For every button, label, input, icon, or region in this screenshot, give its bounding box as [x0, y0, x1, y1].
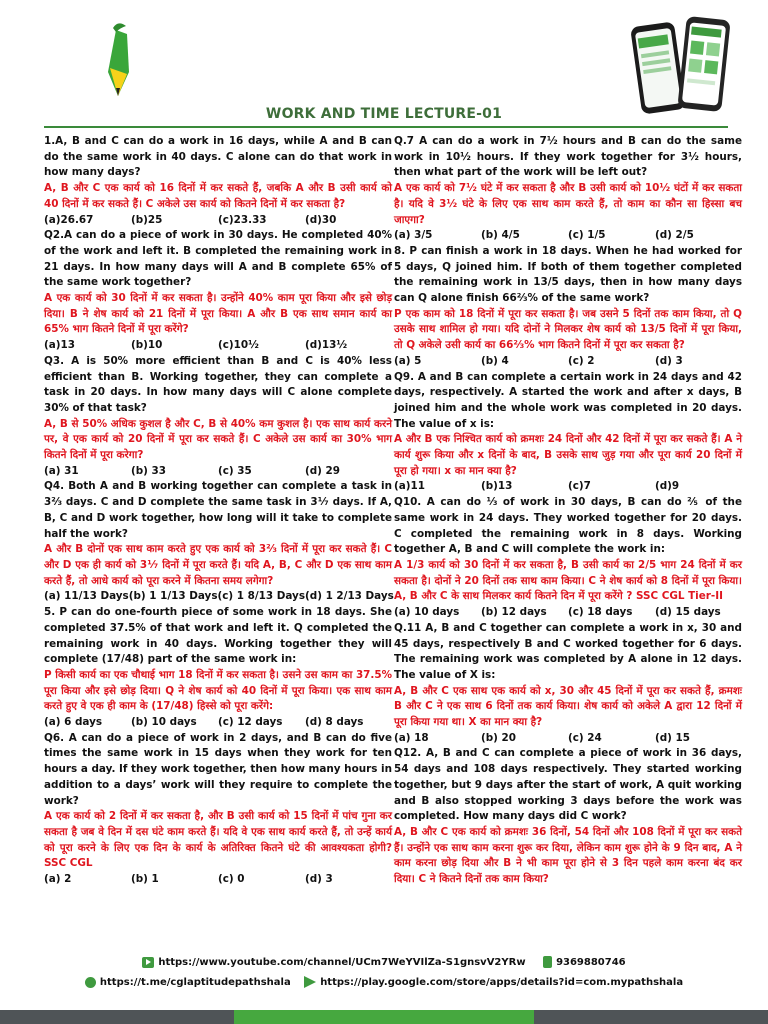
q3-english: Q3. A is 50% more efficient than B and C is 40% less efficient than B. Working together, they can complete a task in 20 days. In how many days will C alone complete 30% of that task?: [44, 354, 392, 414]
youtube-icon: [142, 957, 154, 968]
q3-hindi: A, B से 50% अधिक कुशल है और C, B से 40% कम कुशल है। एक साथ कार्य करने पर, वे एक कार्य को 20 दिनों में पूरा कर सकते हैं। C अकेले उस कार्य का 30% भाग कितने दिनों में पूरा करेगा?: [44, 417, 392, 462]
option: (d)9: [655, 480, 680, 493]
q6-options: [44, 872, 392, 888]
footer-row-1: [0, 956, 768, 968]
option: (b) 33: [131, 464, 167, 477]
option: (c) 24: [568, 731, 602, 744]
q1-options: [44, 213, 392, 229]
title-divider: [44, 126, 728, 128]
q12-hindi: A, B और C एक कार्य को क्रमशः 36 दिनों, 54 दिनों और 108 दिनों में पूरा कर सकते हैं। उन्होंने एक साथ काम करना शुरू कर दिया, लेकिन काम शुरू होने के 9 दिन बाद, A ने काम करना छोड़ दिया और B ने भी काम पूरा होने से 3 दिन पहले काम करना बंद कर दिया। C ने कितने दिनों तक काम किया?: [394, 825, 742, 886]
q9-english: Q9. A and B can complete a certain work in 24 days and 42 days, respectively. A started the work and after x days, B joined him and the whole work was completed in 20 days. The value of x is:: [394, 370, 742, 430]
option: (b) 1: [131, 873, 159, 886]
option: (a) 6 days: [44, 716, 103, 729]
option: (b) 10 days: [131, 716, 197, 729]
option: (d) 15 days: [655, 606, 721, 619]
option: (c)10½: [218, 339, 259, 352]
option: (c) 18 days: [568, 606, 633, 619]
option: (c) 0: [218, 873, 245, 886]
option: (d) 8 days: [305, 716, 364, 729]
option: (b) 4/5: [481, 229, 520, 242]
telegram-icon: [85, 977, 96, 988]
q7-options: [394, 228, 742, 244]
q11-hindi: A, B और C एक साथ एक कार्य को x, 30 और 45 दिनों में पूरा कर सकते हैं, क्रमशः B और C ने एक साथ 6 दिनों तक कार्य किया। शेष कार्य को अकेले A द्वारा 12 दिनों में पूरा किया गया था। X का मान क्या है?: [394, 684, 742, 729]
option: (a)13: [44, 339, 75, 352]
option: (a)11: [394, 480, 425, 493]
option: (a) 18: [394, 731, 429, 744]
phone-number: 9369880746: [556, 957, 626, 968]
q5-english: 5. P can do one-fourth piece of some work in 18 days. She completed 37.5% of that work and left it. Q completed the remaining work in 40 days. Working together they will complete (17/48) part of the same work in:: [44, 606, 392, 666]
q1-hindi: A, B और C एक कार्य को 16 दिनों में कर सकते हैं, जबकि A और B उसी कार्य को 40 दिनों में कर सकते हैं। C अकेले उस कार्य को कितने दिनों में कर सकता है?: [44, 182, 392, 210]
option: (d) 3: [655, 354, 683, 367]
q10-english: Q10. A can do ⅓ of work in 30 days, B can do ⅖ of the same work in 24 days. They worked together for 20 days. C completed the remaining work in 8 days. Working together A, B and C will complete the work in:: [394, 496, 742, 556]
q11-options: [394, 731, 742, 747]
q9-hindi: A और B एक निश्चित कार्य को क्रमशः 24 दिनों और 42 दिनों में पूरा कर सकते हैं। A ने कार्य शुरू किया और x दिनों के बाद, B उसके साथ जुड़ गया और पूरा कार्य 20 दिनों में पूरा हो गया। x का मान क्या है?: [394, 433, 742, 477]
option: (b)10: [131, 339, 163, 352]
option: (c)23.33: [218, 213, 267, 226]
option: (c) 35: [218, 464, 252, 477]
option: (a) 3/5: [394, 229, 433, 242]
option: (a) 31: [44, 464, 79, 477]
q4-english: Q4. Both A and B working together can complete a task in 3⅔ days. C and D complete the same task in 3⅐ days. If A, B, C and D work together, how long will it take to complete half the work?: [44, 480, 392, 540]
option: (c) 2: [568, 354, 595, 367]
option: (d)13½: [305, 339, 348, 352]
play-store-link[interactable]: https://play.google.com/store/apps/details?id=com.mypathshala: [320, 977, 684, 988]
option: (a) 5: [394, 354, 422, 367]
q3-options: [44, 464, 392, 480]
footer-bar-accent: [234, 1010, 534, 1024]
option: (d)30: [305, 213, 337, 226]
phone-icon: [543, 956, 552, 968]
q9-options: [394, 479, 742, 495]
q2-english: Q2.A can do a piece of work in 30 days. He completed 40% of the work and left it. B completed the remaining work in 21 days. In how many days will A and B complete 65% of the same work together?: [44, 229, 392, 289]
left-column: [44, 134, 392, 888]
page-title: WORK AND TIME LECTURE-01: [265, 106, 503, 122]
q10-hindi: A 1/3 कार्य को 30 दिनों में कर सकता है, B उसी कार्य का 2/5 भाग 24 दिनों में कर सकता है। दोनों ने 20 दिनों तक साथ काम किया। C ने शेष कार्य को 8 दिनों में पूरा किया। A, B और C के साथ मिलकर कार्य कितने दिन में पूरा करेंगे ? SSC CGL Tier-II: [394, 558, 742, 603]
option: (c) 1/5: [568, 229, 606, 242]
q7-english: Q.7 A can do a work in 7½ hours and B can do the same work in 10½ hours. If they work together for 3½ hours, then what part of the work will be left out?: [394, 135, 742, 179]
option: (d) 29: [305, 464, 341, 477]
option: (a)26.67: [44, 213, 94, 226]
option: (a) 10 days: [394, 606, 460, 619]
q2-options: [44, 338, 392, 354]
option: (c) 12 days: [218, 716, 283, 729]
q5-hindi: P किसी कार्य का एक चौथाई भाग 18 दिनों में कर सकता है। उसने उस काम का 37.5% पूरा किया और इसे छोड़ दिया। Q ने शेष कार्य को 40 दिनों में पूरा किया। एक साथ काम करते हुए वे एक ही काम के (17/48) हिस्से को पूरा करेंगे:: [44, 668, 392, 713]
q7-hindi: A एक कार्य को 7½ घंटे में कर सकता है और B उसी कार्य को 10½ घंटों में कर सकता है। यदि वे 3½ घंटे के लिए एक साथ काम करते हैं, तो काम का कौन सा हिस्सा बच जाएगा?: [394, 182, 742, 226]
q5-options: [44, 715, 392, 731]
right-column: [394, 134, 742, 888]
q4-hindi: A और B दोनों एक साथ काम करते हुए एक कार्य को 3⅔ दिनों में पूरा कर सकते हैं। C और D एक ही कार्य को 3⅐ दिनों में पूरा करते हैं। यदि A, B, C और D एक साथ काम करते हैं, तो आधे कार्य को पूरा करने में कितना समय लगेगा?: [44, 543, 392, 587]
play-store-icon: [304, 976, 316, 988]
option: (b) 1 1/13 Days: [128, 590, 218, 603]
footer-row-2: [0, 976, 768, 988]
option: (a) 2: [44, 873, 72, 886]
q10-options: [394, 605, 742, 621]
option: (d) 15: [655, 731, 691, 744]
option: (d) 2/5: [655, 229, 694, 242]
option: (d) 3: [305, 873, 333, 886]
option: (b) 20: [481, 731, 517, 744]
option: (b)13: [481, 480, 513, 493]
option: (b)25: [131, 213, 163, 226]
pathshala-logo: [96, 22, 136, 104]
q6-english: Q6. A can do a piece of work in 2 days, and B can do five times the same work in 15 days when they work for ten hours a day. If they work together, then how many hours in addition to a days’ work will they require to complete the work?: [44, 731, 392, 807]
q2-hindi: A एक कार्य को 30 दिनों में कर सकता है। उन्होंने 40% काम पूरा किया और इसे छोड़ दिया। B ने शेष कार्य को 21 दिनों में पूरा किया। A और B एक साथ समान कार्य का 65% भाग कितने दिनों में पूरा करेंगे?: [44, 292, 392, 336]
q8-hindi: P एक काम को 18 दिनों में पूरा कर सकता है। जब उसने 5 दिनों तक काम किया, तो Q उसके साथ शामिल हो गया। यदि दोनों ने मिलकर शेष कार्य को 13/5 दिनों में पूरा किया, तो Q अकेले उसी कार्य का 66⅔% भाग कितने दिनों में पूरा कर सकता है?: [394, 307, 742, 352]
option: (b) 4: [481, 354, 509, 367]
option: (c)7: [568, 480, 591, 493]
q8-options: [394, 354, 742, 370]
option: (d) 1 2/13 Days: [305, 590, 394, 603]
option: (b) 12 days: [481, 606, 547, 619]
q6-hindi: A एक कार्य को 2 दिनों में कर सकता है, और B उसी कार्य को 15 दिनों में पांच गुना कर सकता है जब वे दिन में दस घंटे काम करते हैं। यदि वे एक साथ कार्य करते हैं, तो उन्हें कार्य को पूरा करने के लिए एक दिन के कार्य के अतिरिक्त कितने घंटे की आवश्यकता होगी? SSC CGL: [44, 810, 392, 870]
telegram-link[interactable]: https://t.me/cglaptitudepathshala: [99, 977, 291, 988]
youtube-link[interactable]: https://www.youtube.com/channel/UCm7WeYVIlZa-S1gnsvV2YRw: [158, 957, 526, 968]
q4-options: [44, 589, 392, 605]
option: (c) 1 8/13 Days: [217, 590, 306, 603]
q8-english: 8. P can finish a work in 18 days. When he had worked for 5 days, Q joined him. If both of them together completed the remaining work in 13/5 days, then in how many days can Q alone finish 66⅔% of the same work?: [394, 244, 742, 305]
q12-english: Q12. A, B and C can complete a piece of work in 36 days, 54 days and 108 days respectively. They started working together, but 9 days after the start of work, A quit working and B also stopped working 3 days before the work was completed. How many days did C work?: [394, 747, 742, 823]
q1-english: 1.A, B and C can do a work in 16 days, while A and B can do the same work in 40 days. C alone can do that work in how many days?: [44, 135, 392, 179]
option: (a) 11/13 Days: [44, 590, 129, 603]
q11-english: Q.11 A, B and C together can complete a work in x, 30 and 45 days, respectively B and C worked together for 6 days. The remaining work was completed by A alone in 12 days. The value of X is:: [394, 621, 742, 681]
